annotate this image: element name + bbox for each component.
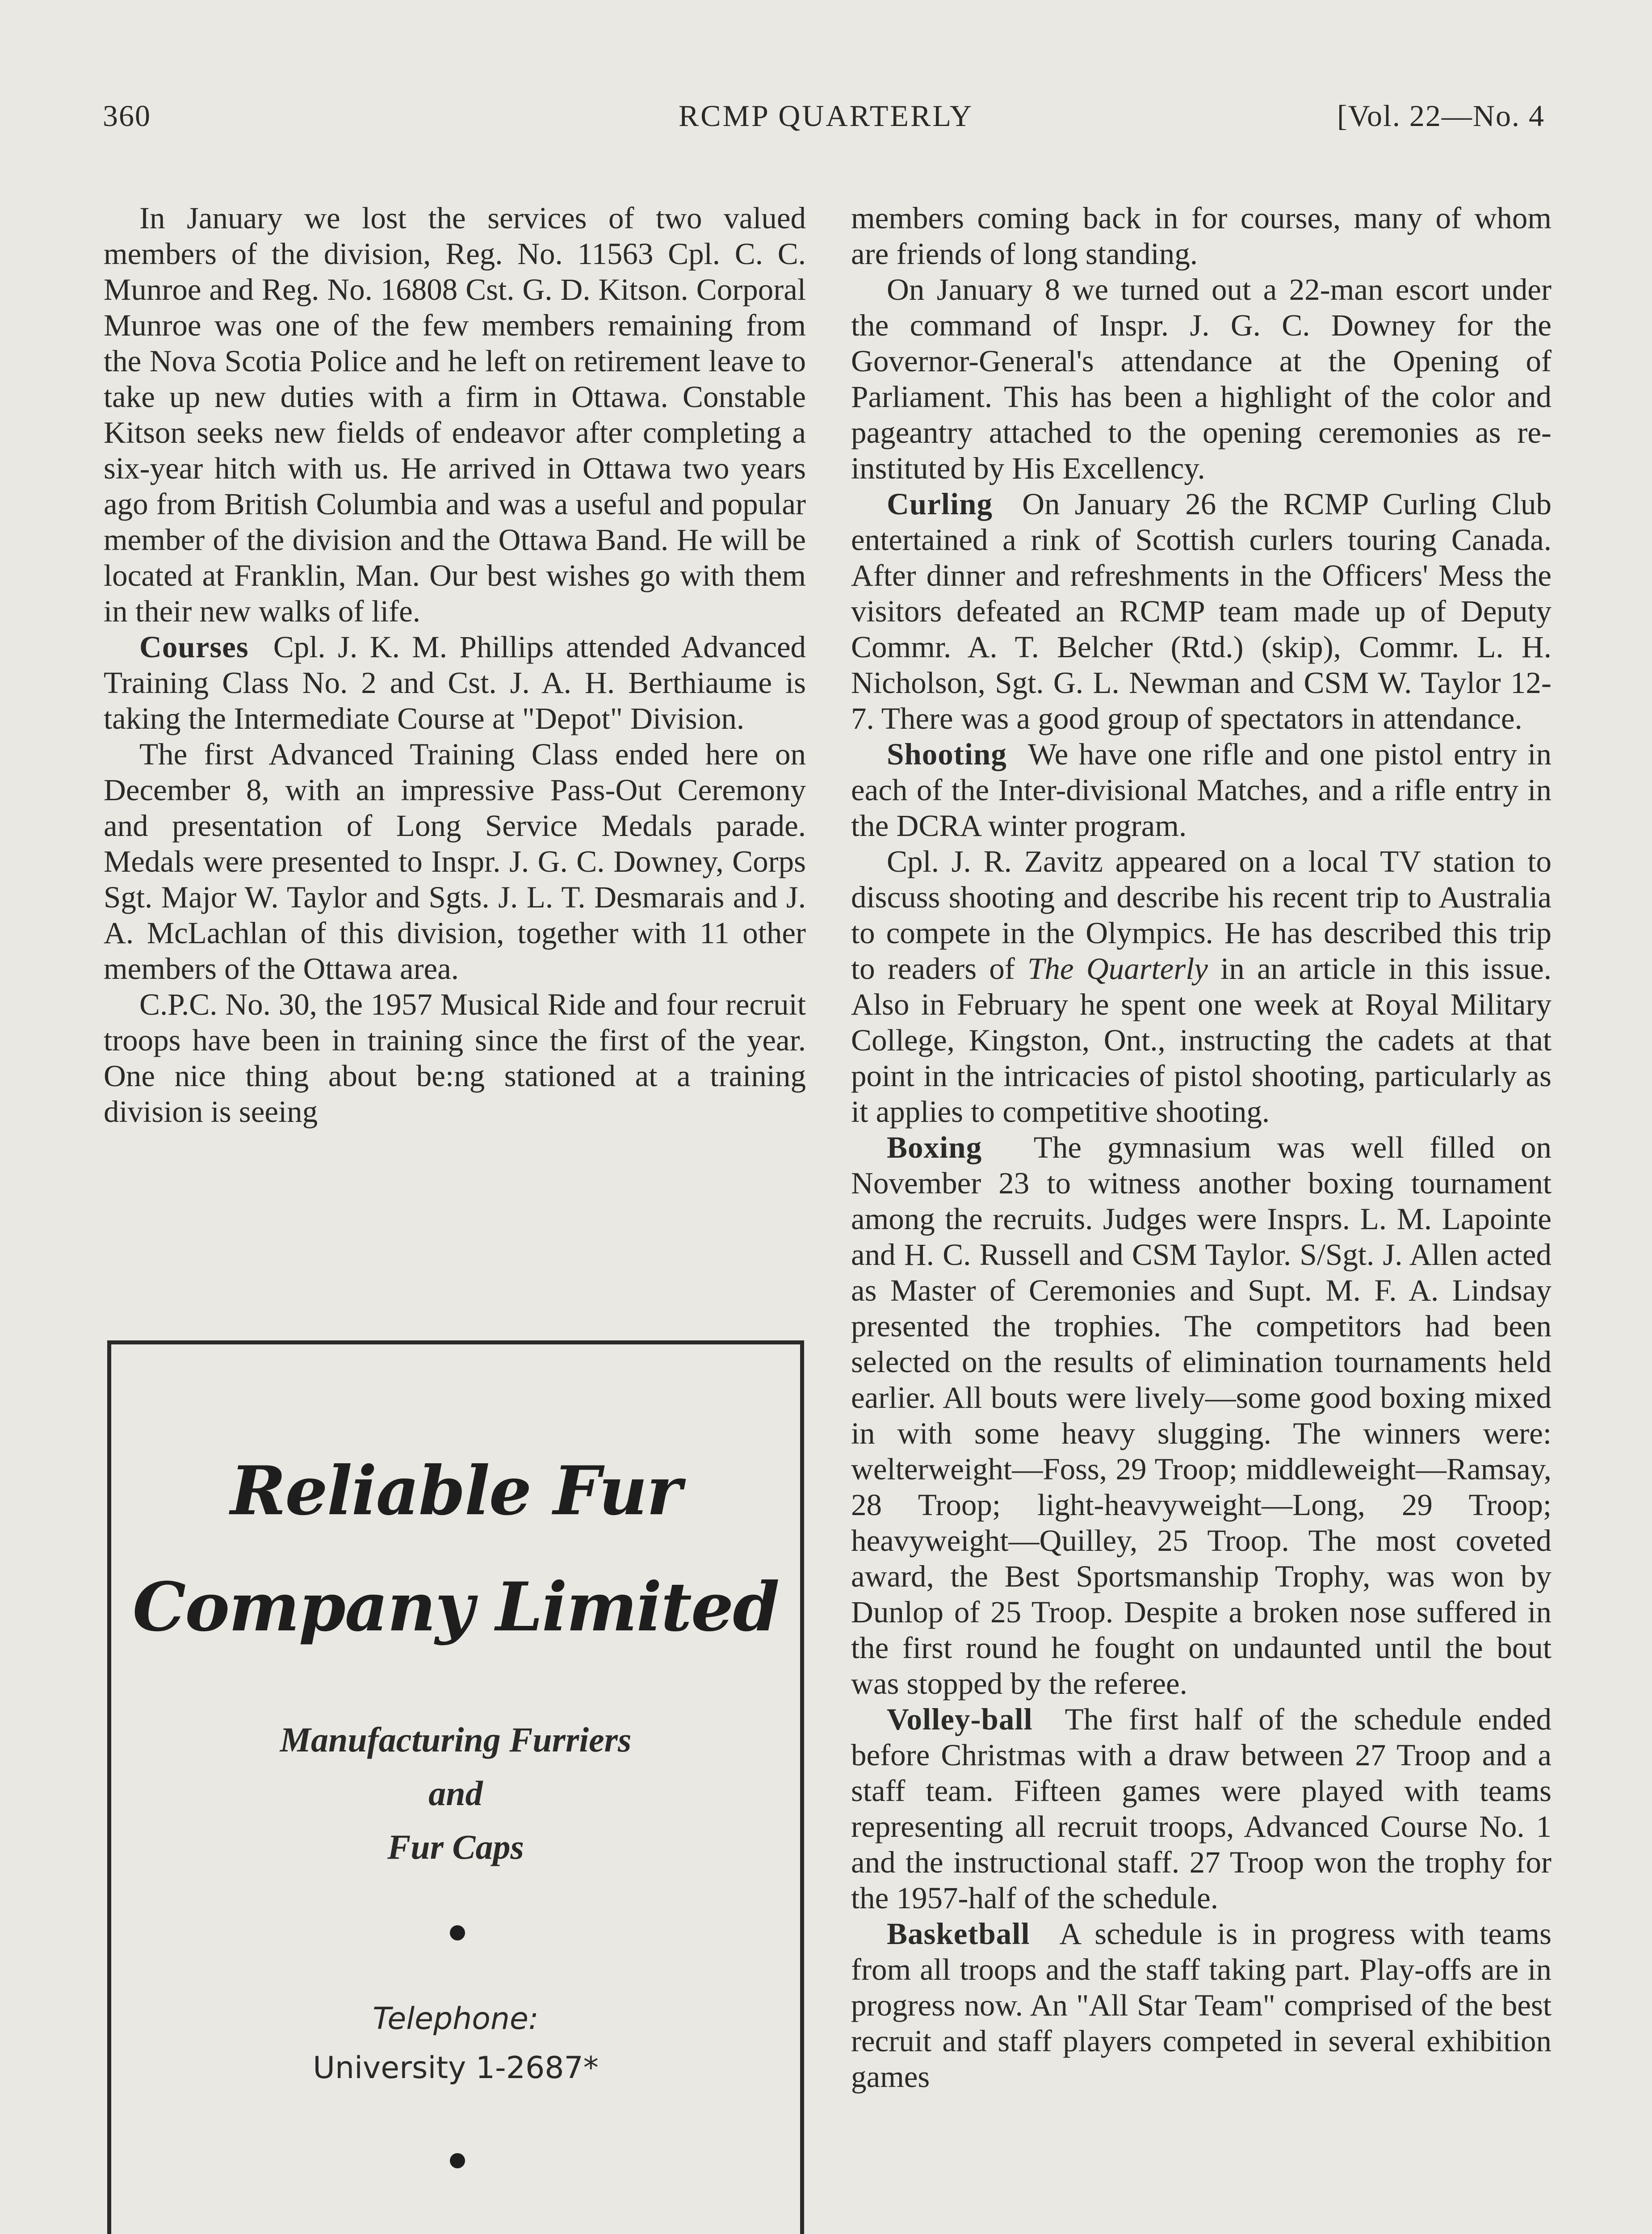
courses-text: Cpl. J. K. M. Phillips attended Advanced Training Class No. 2 and Cst. J. A. H. Berthiaume is taking the Intermediate Course at "Depot" Division.	[104, 630, 806, 735]
paragraph-musical-ride: C.P.C. No. 30, the 1957 Musical Ride and four recruit troops have been in training since the first of the year. One nice thing about be:ng stationed at a training division is seeing	[104, 987, 806, 1129]
ad-company-name-line1: Reliable Fur	[230, 1452, 681, 1530]
quarterly-title: The Quarterly	[1027, 952, 1208, 986]
run-in-heading-curling: Curling	[887, 487, 993, 521]
ad-tagline-fur-caps: Fur Caps	[387, 1827, 524, 1866]
ad-company-name-line2: Company Limited	[132, 1568, 779, 1646]
paragraph-escort: On January 8 we turned out a 22-man escort under the command of Inspr. J. G. C. Downey for the Governor-General's attendance at the Opening of Parliament. This has been a highlight of the color and pageantry attached to the opening ceremonies as re-instituted by His Excellency.	[851, 273, 1551, 485]
paragraph-continued: members coming back in for courses, many of whom are friends of long standing.	[851, 201, 1551, 271]
journal-title: RCMP QUARTERLY	[678, 99, 974, 133]
paragraph-shooting	[851, 736, 1551, 844]
right-column	[851, 200, 1551, 2095]
run-in-heading-boxing: Boxing	[887, 1130, 982, 1164]
zavitz-text-b: in an article in this issue. Also in February he spent one week at Royal Military College, Kingston, Ont., instructing the cadets at that point in the intricacies of pistol shooting, particularly as it applies to competitive shooting.	[851, 952, 1551, 1129]
run-in-heading-shooting: Shooting	[887, 737, 1007, 771]
run-in-heading-courses: Courses	[139, 630, 249, 664]
paragraph-boxing	[851, 1130, 1551, 1701]
zavitz-text-a: Cpl. J. R. Zavitz appeared on a local TV station to discuss shooting and describe his recent trip to Australia to compete in the Olympics. He has described this trip to readers of	[851, 844, 1551, 986]
paragraph-departures: In January we lost the services of two valued members of the division, Reg. No. 11563 Cpl. C. C. Munroe and Reg. No. 16808 Cst. G. D. Kitson. Corporal Munroe was one of the few members remaining from the Nova Scotia Police and he left on retirement leave to take up new duties with a firm in Ottawa. Constable Kitson seeks new fields of endeavor after completing a six-year hitch with us. He arrived in Ottawa two years ago from British Columbia and was a useful and popular member of the division and the Ottawa Band. He will be located at Franklin, Man. Our best wishes go with them in their new walks of life.	[104, 201, 806, 628]
bullet-dot-icon	[450, 2153, 465, 2168]
ad-telephone-number: University 1-2687*	[313, 2050, 599, 2086]
ad-telephone-label: Telephone:	[373, 2001, 539, 2037]
paragraph-basketball	[851, 1916, 1551, 2095]
paragraph-zavitz	[851, 844, 1551, 1130]
advertisement-box	[107, 1340, 804, 2234]
volume-issue: [Vol. 22—No. 4	[1337, 99, 1545, 133]
page-number: 360	[103, 99, 151, 133]
volleyball-text: The first half of the schedule ended before Christmas with a draw between 27 Troop and a staff team. Fifteen games were played with teams representing all recruit troops, Advanced Course No. 1 and the instructional staff. 27 Troop won the trophy for the 1957-half of the schedule.	[851, 1702, 1552, 1915]
run-in-heading-basketball: Basketball	[887, 1917, 1030, 1951]
paragraph-curling	[851, 486, 1551, 736]
running-head	[0, 98, 1652, 139]
ad-tagline-furriers: Manufacturing Furriers	[280, 1720, 632, 1759]
ad-tagline-and: and	[428, 1774, 483, 1813]
paragraph-courses	[104, 629, 806, 736]
shooting-text: We have one rifle and one pistol entry in each of the Inter-divisional Matches, and a rifle entry in the DCRA winter program.	[851, 737, 1551, 843]
curling-text: On January 26 the RCMP Curling Club entertained a rink of Scottish curlers touring Canada. After dinner and refreshments in the Officers' Mess the visitors defeated an RCMP team made up of Deputy Commr. A. T. Belcher (Rtd.) (skip), Commr. L. H. Nicholson, Sgt. G. L. Newman and CSM W. Taylor 12-7. There was a good group of spectators in attendance.	[851, 487, 1551, 735]
basketball-text: A schedule is in progress with teams from all troops and the staff taking part. Play-offs are in progress now. An "All Star Team" comprised of the best recruit and staff players competed in several exhibition games	[851, 1917, 1552, 2094]
left-column	[104, 200, 806, 1130]
paragraph-volleyball	[851, 1701, 1551, 1916]
bullet-dot-icon	[450, 1925, 465, 1940]
run-in-heading-volleyball: Volley-ball	[887, 1702, 1033, 1736]
paragraph-advanced-training: The first Advanced Training Class ended here on December 8, with an impressive Pass-Out Ceremony and presentation of Long Service Medals parade. Medals were presented to Inspr. J. G. C. Downey, Corps Sgt. Major W. Taylor and Sgts. J. L. T. Desmarais and J. A. McLachlan of this division, together with 11 other members of the Ottawa area.	[104, 737, 806, 986]
boxing-text: The gymnasium was well filled on November 23 to witness another boxing tournament among the recruits. Judges were Insprs. L. M. Lapointe and H. C. Russell and CSM Taylor. S/Sgt. J. Allen acted as Master of Ceremonies and Supt. M. F. A. Lindsay presented the trophies. The competitors had been selected on the results of elimination tournaments held earlier. All bouts were lively—some good boxing mixed in with some heavy slugging. The winners were: welterweight—Foss, 29 Troop; middleweight—Ramsay, 28 Troop; light-heavyweight—Long, 29 Troop; heavyweight—Quilley, 25 Troop. The most coveted award, the Best Sportsmanship Trophy, was won by Dunlop of 25 Troop. Despite a broken nose suffered in the first round he fought on undaunted until the bout was stopped by the referee.	[851, 1130, 1552, 1701]
